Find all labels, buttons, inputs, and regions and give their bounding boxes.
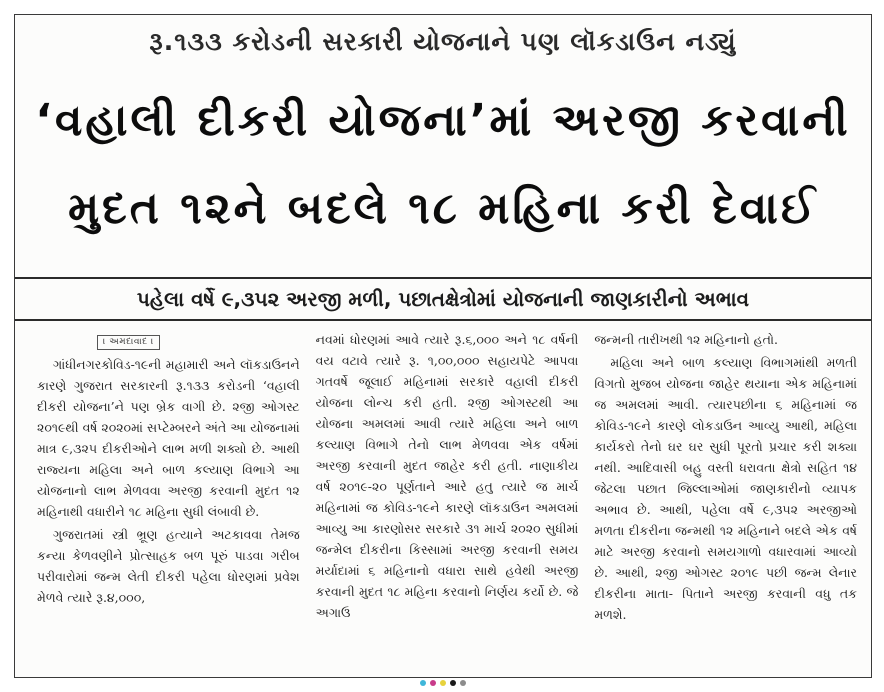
main-headline-line-1: ‘વહાલી દીકરી યોજના’માં અરજી કરવાની: [35, 95, 851, 146]
registration-dot: [440, 680, 446, 686]
paragraph: જન્મની તારીખથી ૧૨ મહિનાનો હતો.: [594, 332, 778, 347]
article-column-2: [316, 329, 579, 669]
paragraph: ગુજરાતમાં સ્ત્રી ભ્રૂણ હત્યાને અટકાવવા તેમજ કન્યા કેળવણીને પ્રોત્સાહક બળ પૂરું પાડવા ગરીબ પરીવારોમાં જન્મ લેતી દીકરી પહેલા ધોરણમાં પ્રવેશ મેળવે ત્યારે રૂ.૪,૦૦૦,: [37, 527, 300, 605]
registration-dot: [460, 680, 466, 686]
paragraph: ગાંધીનગરકોવિડ-૧૯ની મહામારી અને લૉકડાઉનને કારણે ગુજરાત સરકારની રૂ.૧૩૩ કરોડની ‘વહાલી દીકરી યોજના’ને પણ બ્રેક વાગી છે. ૨જી ઓગસ્ટ ૨૦૧૯થી વર્ષ ૨૦૨૦માં સપ્ટેમ્બરને અંતે આ યોજનામાં માત્ર ૯,૩૨૫ દીકરીઓને લાભ મળી શક્યો છે. આથી રાજ્યના મહિલા અને બાળ કલ્યાણ વિભાગે આ યોજનાનો લાભ મેળવવા અરજી કરવાની મુદત ૧૨ મહિનાથી વધારીને ૧૮ મહિના સુધી લંબાવી છે.: [37, 357, 300, 519]
dateline: । અમદાવાદ ।: [97, 335, 160, 350]
article-column-3: [594, 329, 857, 669]
registration-dot: [430, 680, 436, 686]
registration-dot: [450, 680, 456, 686]
article-body: [37, 329, 857, 669]
paragraph: નવમાં ધોરણમાં આવે ત્યારે રૂ.૬,૦૦૦ અને ૧૮ વર્ષની વય વટાવે ત્યારે રૂ. ૧,૦૦,૦૦૦ સહાયપેટે આપવા ગતવર્ષે જૂલાઈ મહિનામાં સરકારે વહાલી દીકરી યોજના લોન્ચ કરી હતી. ૨જી ઓગસ્ટથી આ યોજના અમલમાં આવી ત્યારે મહિલા અને બાળ કલ્યાણ વિભાગે તેનો લાભ મેળવવા એક વર્ષમાં અરજી કરવાની મુદત જાહેર કરી હતી. નાણાકીય વર્ષ ૨૦૧૯-૨૦ પૂર્ણતાને આરે હતુ ત્યારે જ માર્ચ મહિનામાં જ કોવિડ-૧૯ને કારણે લૉકડાઉન અમલમાં આવ્યુ આ કારણોસર સરકારે ૩૧ માર્ચ ૨૦૨૦ સુધીમાં જન્મેલ દીકરીના કિસ્સામાં અરજી કરવાની સમય મર્યાદામાં ૬ મહિનાનો વધારા સાથે હવેથી અરજી કરવાની મુદત ૧૮ મહિના કરવાનો નિર્ણય કર્યો છે. જે અગાઉ: [315, 332, 579, 620]
newspaper-clipping: [14, 14, 872, 678]
subheadline: પહેલા વર્ષે ૯,૩૫૨ અરજી મળી, પછાતક્ષેત્રોમાં યોજનાની જાણકારીનો અભાવ: [15, 277, 871, 321]
registration-dot: [420, 680, 426, 686]
main-headline-line-2: મુદત ૧૨ને બદલે ૧૮ મહિના કરી દેવાઈ: [68, 183, 818, 234]
print-registration-marks: [14, 680, 872, 686]
article-column-1: [37, 329, 300, 669]
kicker-headline: રૂ.૧૩૩ કરોડની સરકારી યોજનાને પણ લૉકડાઉન નડ્યું: [149, 27, 737, 56]
paragraph: મહિલા અને બાળ કલ્યાણ વિભાગમાંથી મળતી વિગતો મુજબ યોજના જાહેર થયાના એક મહિનામાં જ અમલમાં આવી. ત્યારપછીના ૬ મહિનામાં જ કોવિડ-૧૯ને કારણે લોકડાઉન આવ્યુ આથી, મહિલા કાર્યકરો તેનો ઘર ઘર સુધી પૂરતો પ્રચાર કરી શક્યા નથી. આદિવાસી બહુ વસ્તી ધરાવતા ક્ષેત્રો સહિત ૧૪ જેટલા પછાત જિલ્લાઓમાં જાણકારીનો વ્યાપક અભાવ છે. આથી, પહેલા વર્ષે ૯,૩૫૨ અરજીઓ મળતા દીકરીના જન્મથી ૧૨ મહિનાને બદલે એક વર્ષ માટે અરજી કરવાનો સમયગાળો વધારવામાં આવ્યો છે. આથી, ૨જી ઓગસ્ટ ૨૦૧૯ પછી જન્મ લેનાર દીકરીના માતા- પિતાને અરજી કરવાની વધુ તક મળશે.: [594, 355, 858, 622]
